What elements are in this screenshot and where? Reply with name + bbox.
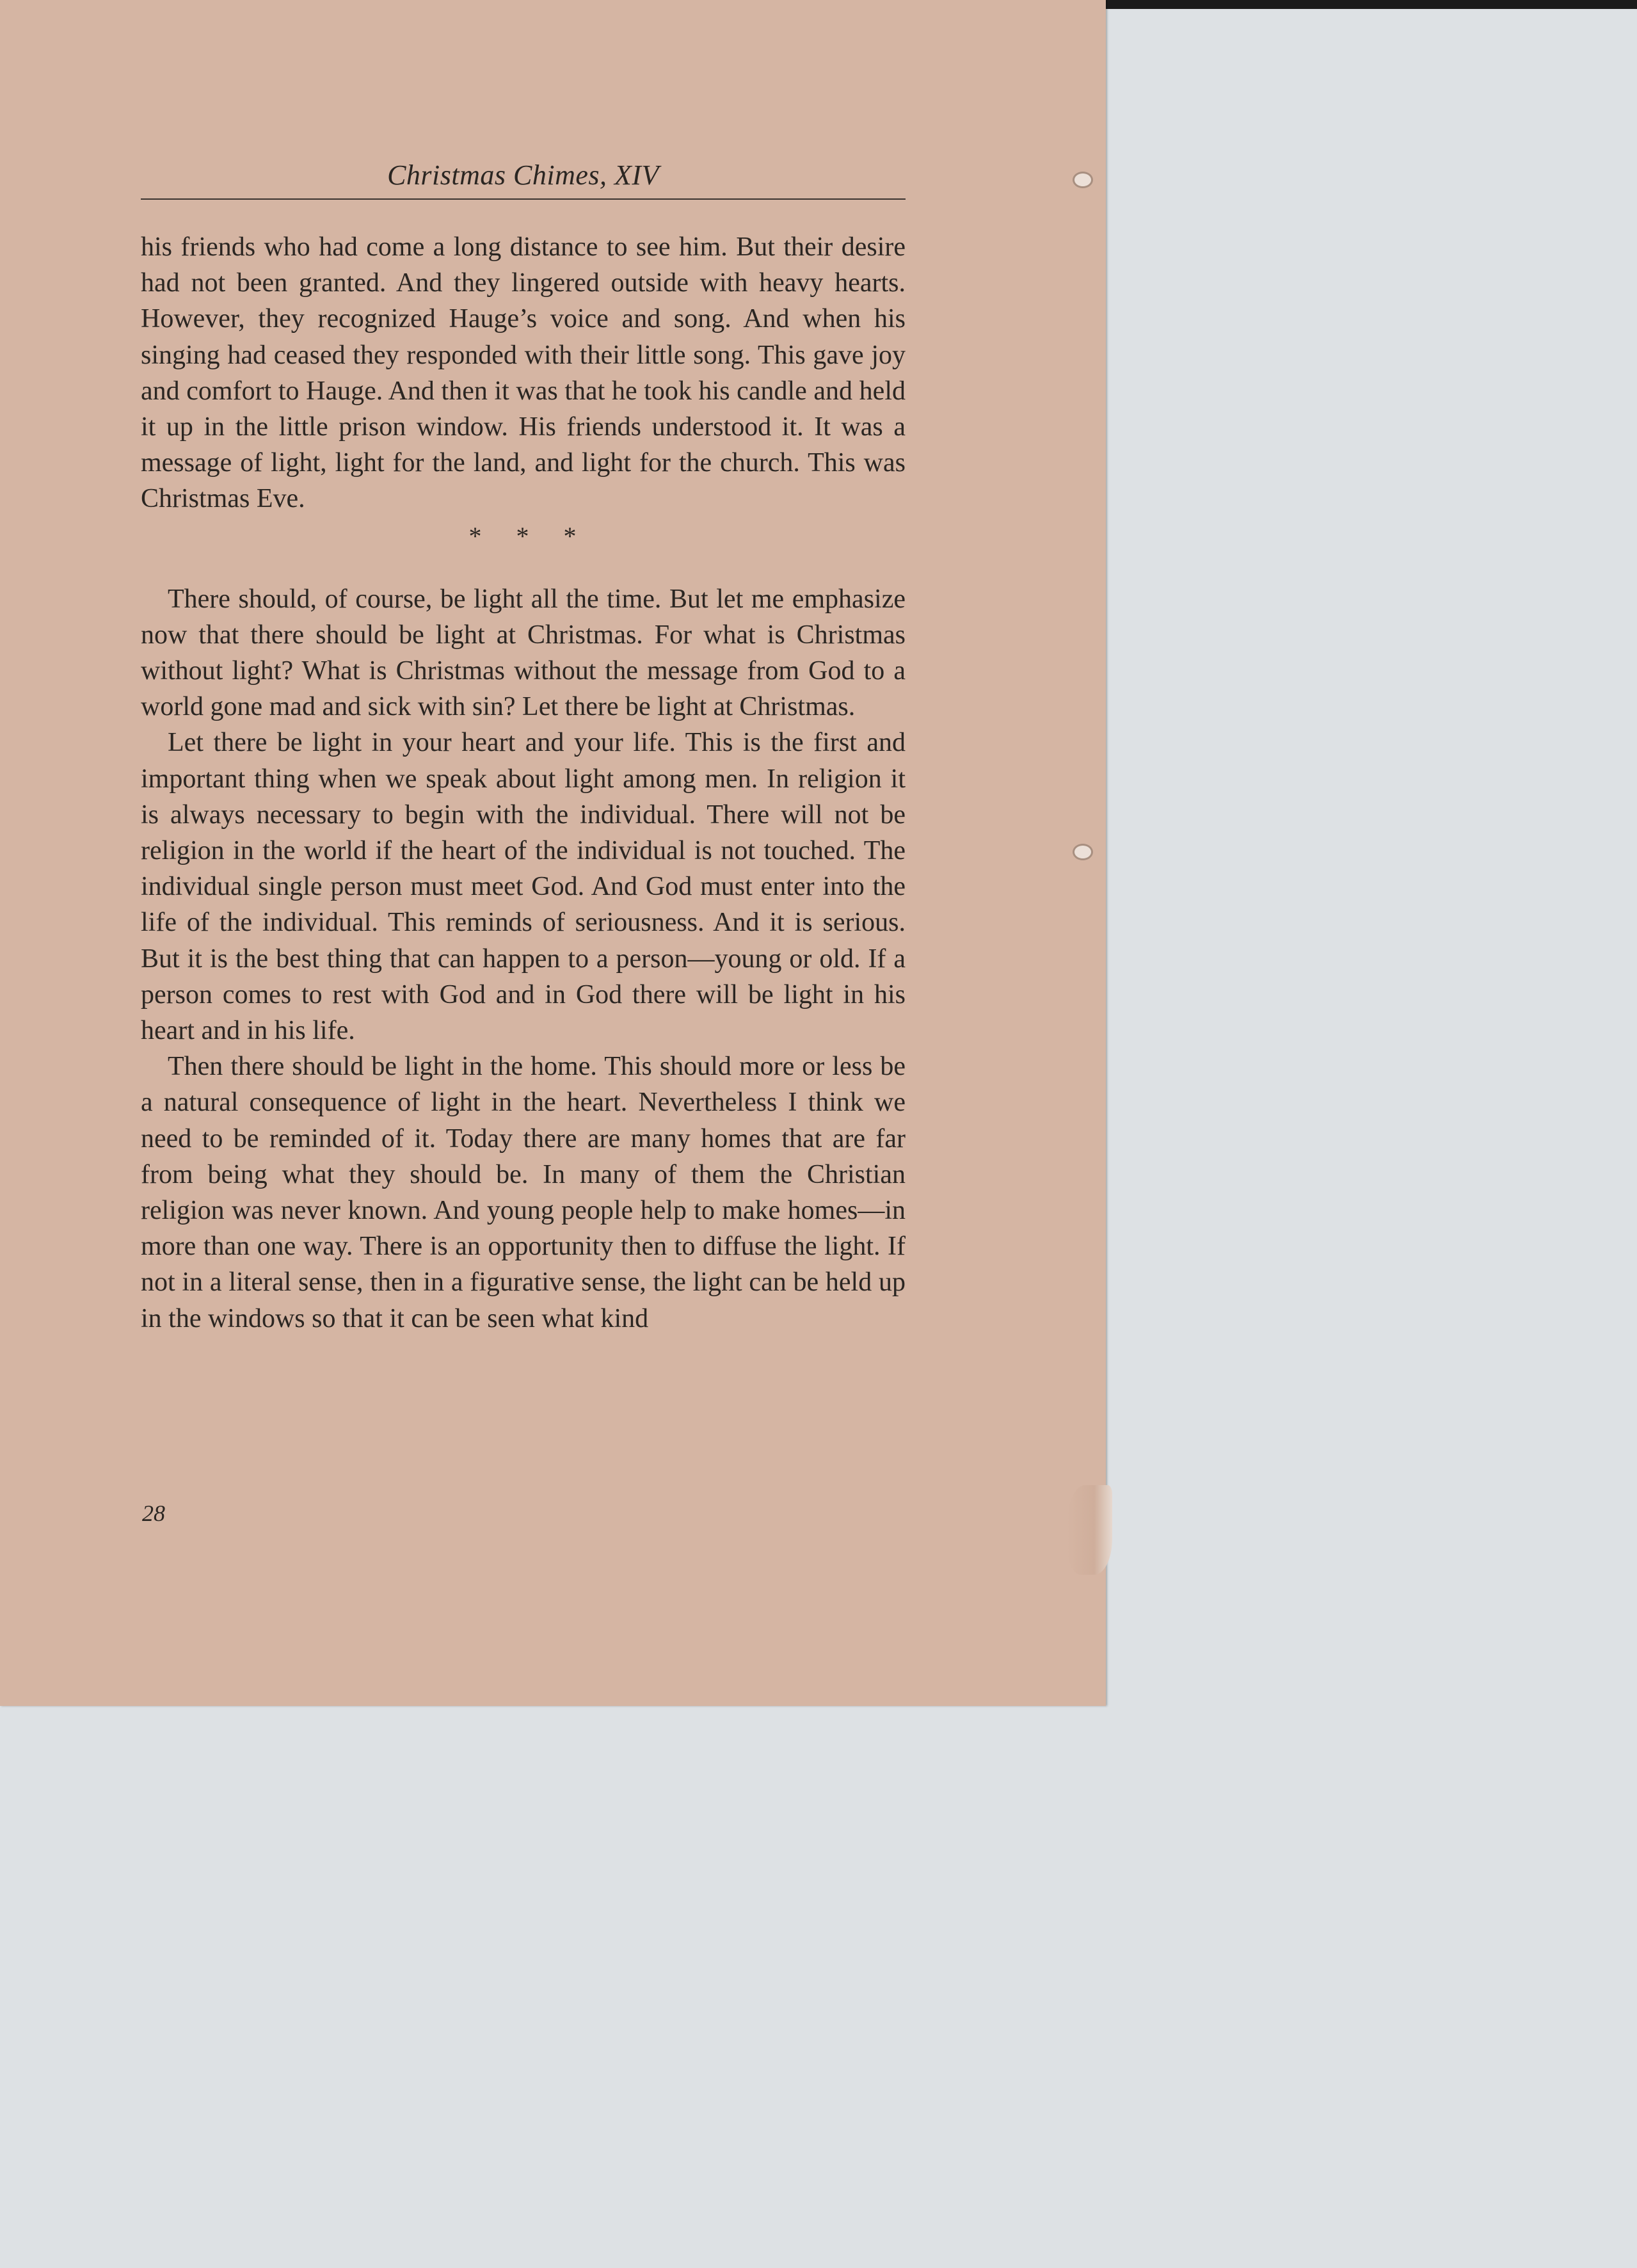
paragraph-4: Then there should be light in the home. This should more or less be a natural consequence of light in the heart. Nevertheless I think we need to be reminded of it. Today there are many homes that are far from being what they should be. In many of them the Christian religion was never known. And young people help to make homes—in more than one way. There is an opportunity then to diffuse the light. If not in a literal sense, then in a figurative sense, the light can be held up in the windows so that it can be seen what kind xyxy=(141,1052,906,1333)
binding-hole-middle xyxy=(1073,844,1093,860)
binding-hole-top xyxy=(1073,172,1093,188)
torn-edge xyxy=(1067,1485,1112,1575)
paragraph-3: Let there be light in your heart and your life. This is the first and important thing when we speak about light among men. In religion it is always necessary to begin with the individual. There will not be religion in the world if the heart of the individual is not touched. The individual single person must meet God. And God must enter into the life of the individual. This reminds of seriousness. And it is serious. But it is the best thing that can happen to a person—young or old. If a person comes to rest with God and in God there will be light in his heart and in his life. xyxy=(141,728,906,1046)
page-number: 28 xyxy=(142,1500,165,1526)
scanner-edge-strip xyxy=(1104,0,1637,9)
running-header: Christmas Chimes, XIV xyxy=(387,159,659,191)
section-break: * * * xyxy=(468,521,591,551)
page-body xyxy=(141,229,906,1337)
paragraph-2: There should, of course, be light all the time. But let me emphasize now that there should be light at Christmas. For what is Christmas without light? What is Christmas without the message from God to a world gone mad and sick with sin? Let there be light at Christmas. xyxy=(141,584,906,722)
paragraph-1: his friends who had come a long distance to see him. But their desire had not been granted. And they lingered outside with heavy hearts. However, they recognized Hauge’s voice and song. And when his singing had ceased they responded with their little song. This gave joy and comfort to Hauge. And then it was that he took his candle and held it up in the little prison window. His friends understood it. It was a message of light, light for the land, and light for the church. This was Christmas Eve. xyxy=(141,232,906,514)
header-rule xyxy=(141,198,906,200)
